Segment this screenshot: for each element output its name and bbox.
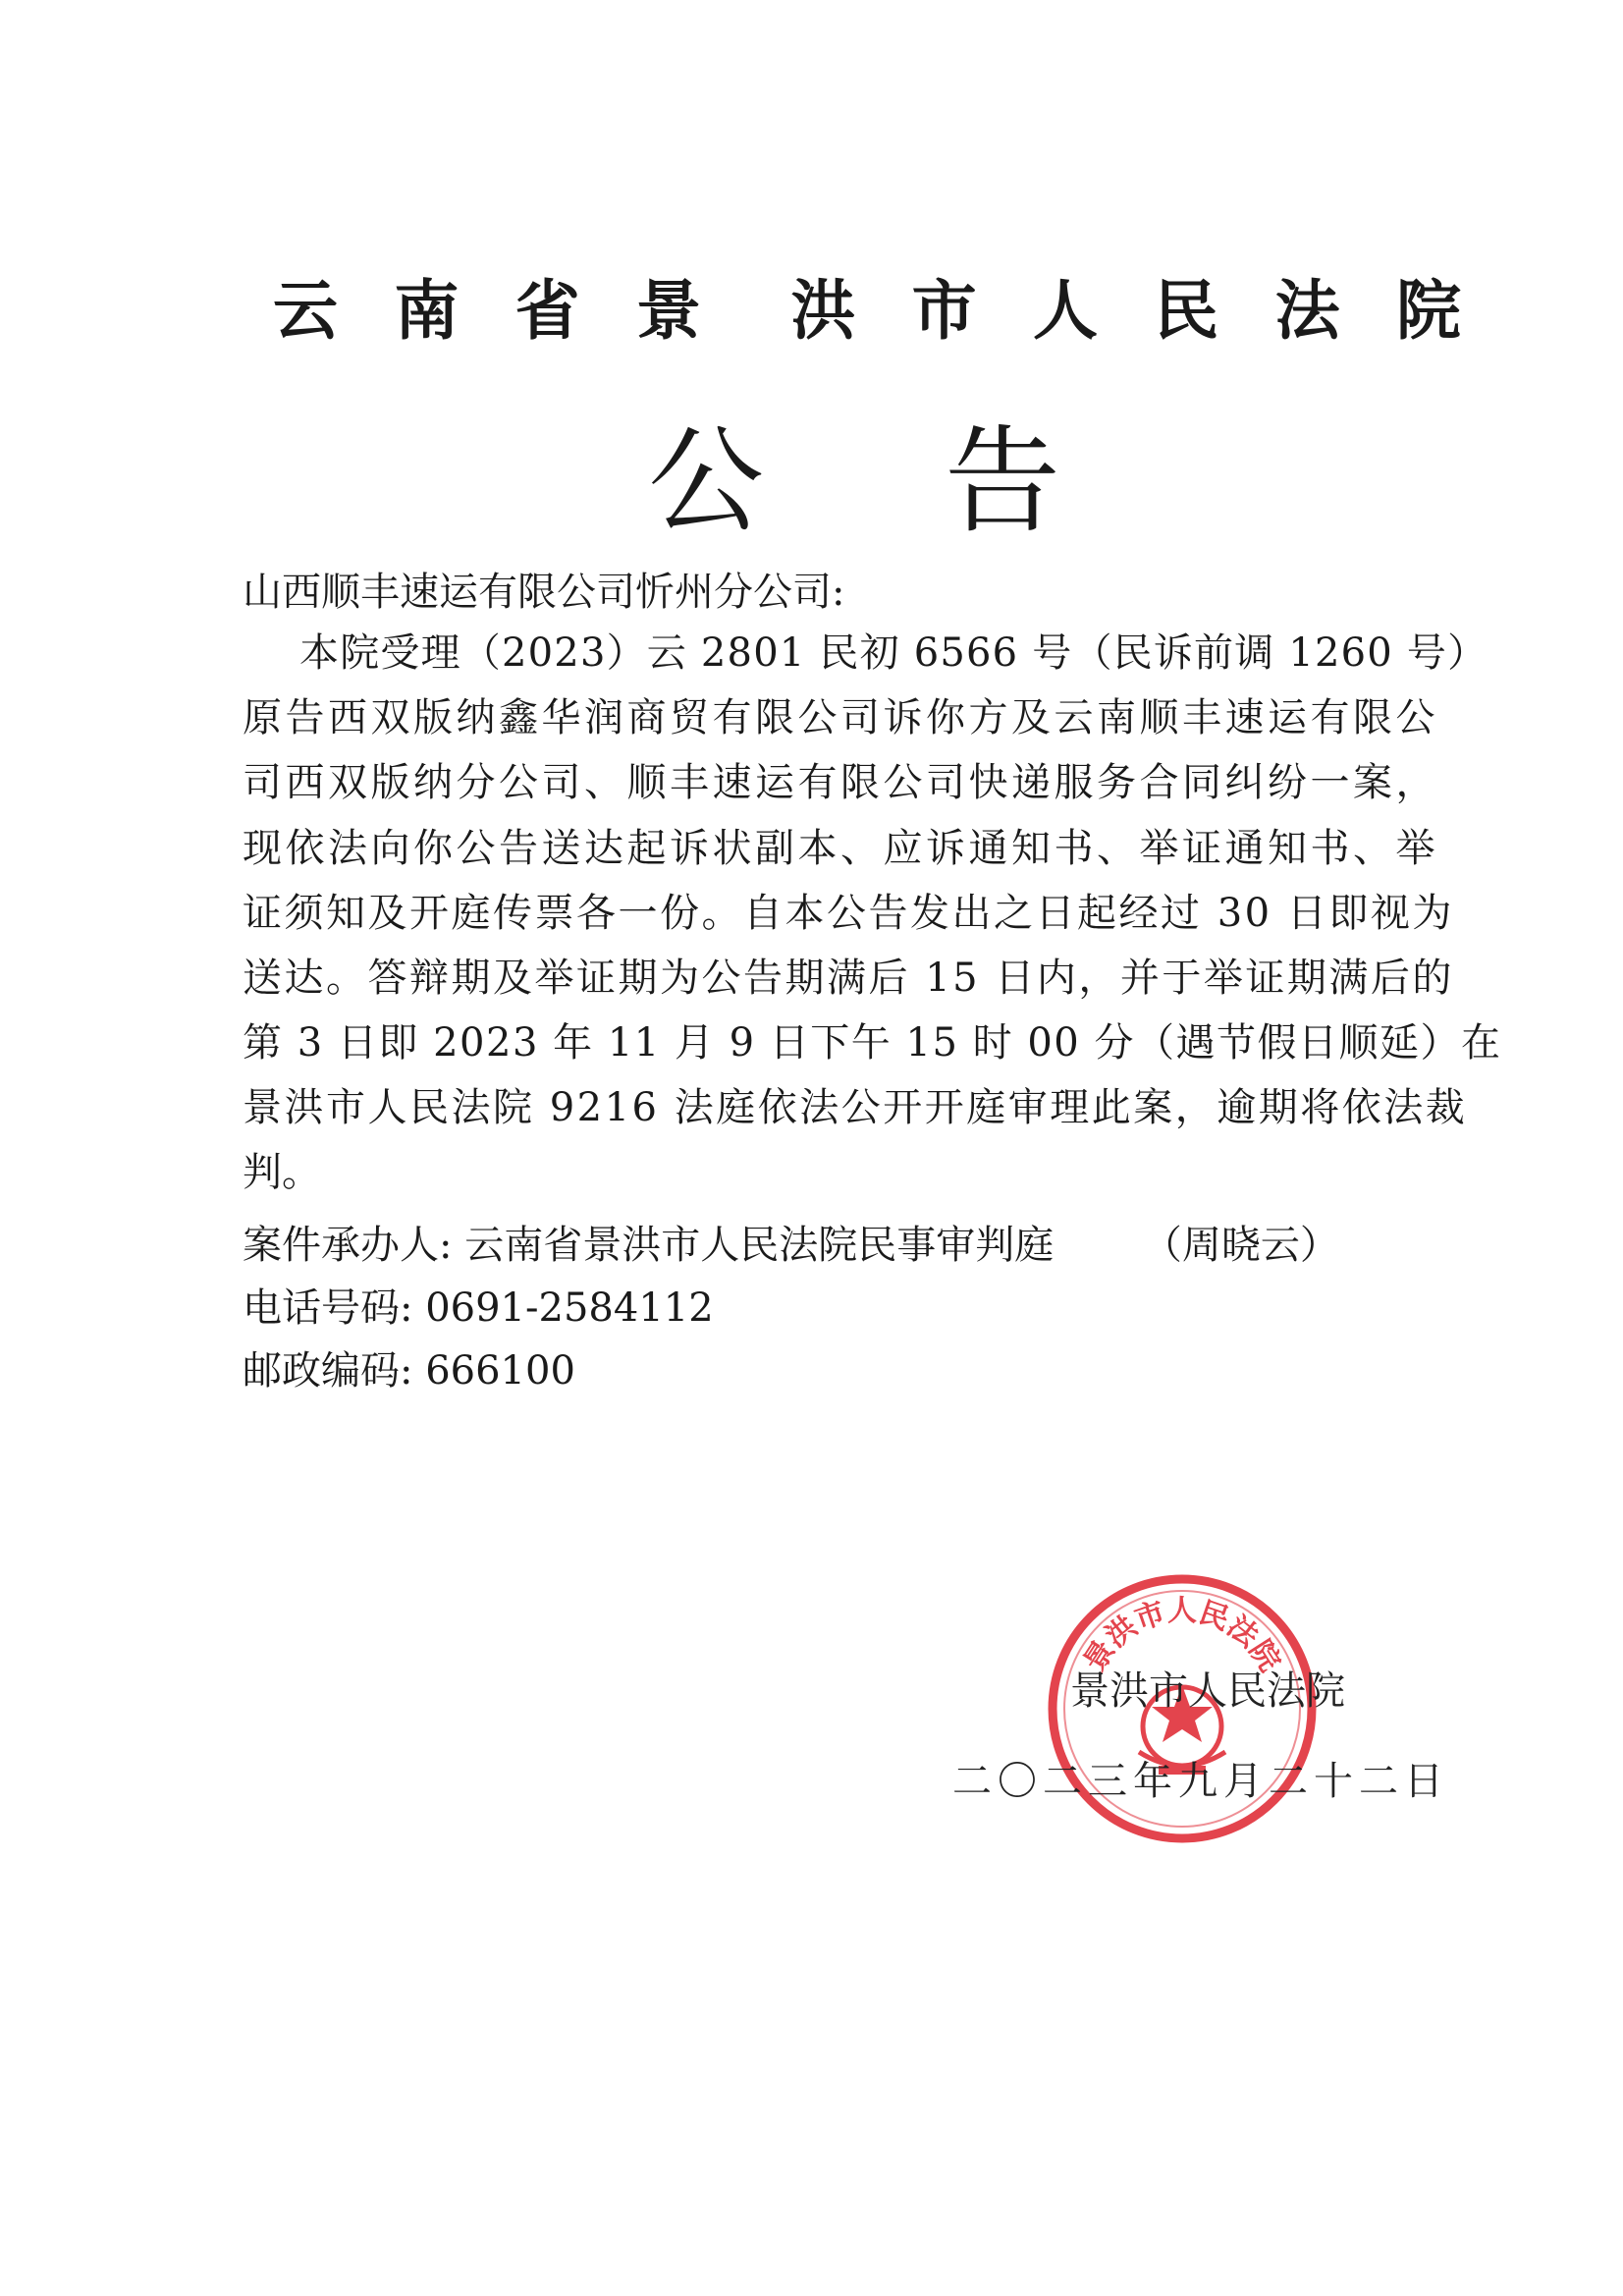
- body-line: 现依法向你公告送达起诉状副本、应诉通知书、举证通知书、举: [243, 826, 1438, 871]
- court-name-heading: [273, 265, 1461, 349]
- case-handler-value: 云南省景洪市人民法院民事审判庭: [464, 1223, 1055, 1268]
- court-name-char: 市: [911, 271, 977, 349]
- signature-date: 二〇二三年九月二十二日: [952, 1759, 1449, 1804]
- body-line: 本院受理（2023）云 2801 民初 6566 号（民诉前调 1260 号）: [299, 630, 1488, 676]
- body-line: 司西双版纳分公司、顺丰速运有限公司快递服务合同纠纷一案，: [243, 760, 1438, 805]
- court-name-char: 景: [635, 271, 701, 349]
- case-handler-person: （周晓云）: [1142, 1223, 1339, 1268]
- case-handler-label: 案件承办人:: [243, 1223, 453, 1268]
- phone-label: 电话号码:: [243, 1285, 413, 1331]
- body-line: 判。: [243, 1150, 321, 1195]
- court-name-char: 省: [514, 271, 580, 349]
- title-char: 告: [944, 413, 1060, 549]
- court-name-char: 院: [1395, 271, 1461, 349]
- body-line: 第 3 日即 2023 年 11 月 9 日下午 15 时 00 分（遇节假日顺延）在: [243, 1020, 1502, 1066]
- body-line: 原告西双版纳鑫华润商贸有限公司诉你方及云南顺丰速运有限公: [243, 695, 1438, 740]
- phone-number: [243, 1281, 714, 1336]
- court-name-char: 民: [1154, 271, 1219, 349]
- addressee: 山西顺丰速运有限公司忻州分公司:: [243, 570, 845, 615]
- body-line: 送达。答辩期及举证期为公告期满后 15 日内，并于举证期满后的: [243, 956, 1454, 1001]
- signature-court: 景洪市人民法院: [1070, 1668, 1345, 1714]
- body-line: 景洪市人民法院 9216 法庭依法公开开庭审理此案，逾期将依法裁: [243, 1085, 1468, 1130]
- title-char: 公: [648, 413, 765, 549]
- seal-text: 景洪市人民法院: [1077, 1594, 1287, 1678]
- body-line: 证须知及开庭传票各一份。自本公告发出之日起经过 30 日即视为: [243, 891, 1454, 936]
- phone-value: 0691-2584112: [425, 1285, 714, 1331]
- case-handler: [243, 1218, 1339, 1273]
- court-name-char: 法: [1274, 271, 1340, 349]
- court-name-char: 云: [273, 271, 338, 349]
- notice-title: [648, 398, 1060, 549]
- court-name-char: 人: [1032, 271, 1098, 349]
- postal-value: 666100: [425, 1348, 575, 1394]
- postal-label: 邮政编码:: [243, 1348, 413, 1394]
- court-name-char: 南: [394, 271, 460, 349]
- postal-code: [243, 1343, 575, 1398]
- court-name-char: 洪: [790, 271, 856, 349]
